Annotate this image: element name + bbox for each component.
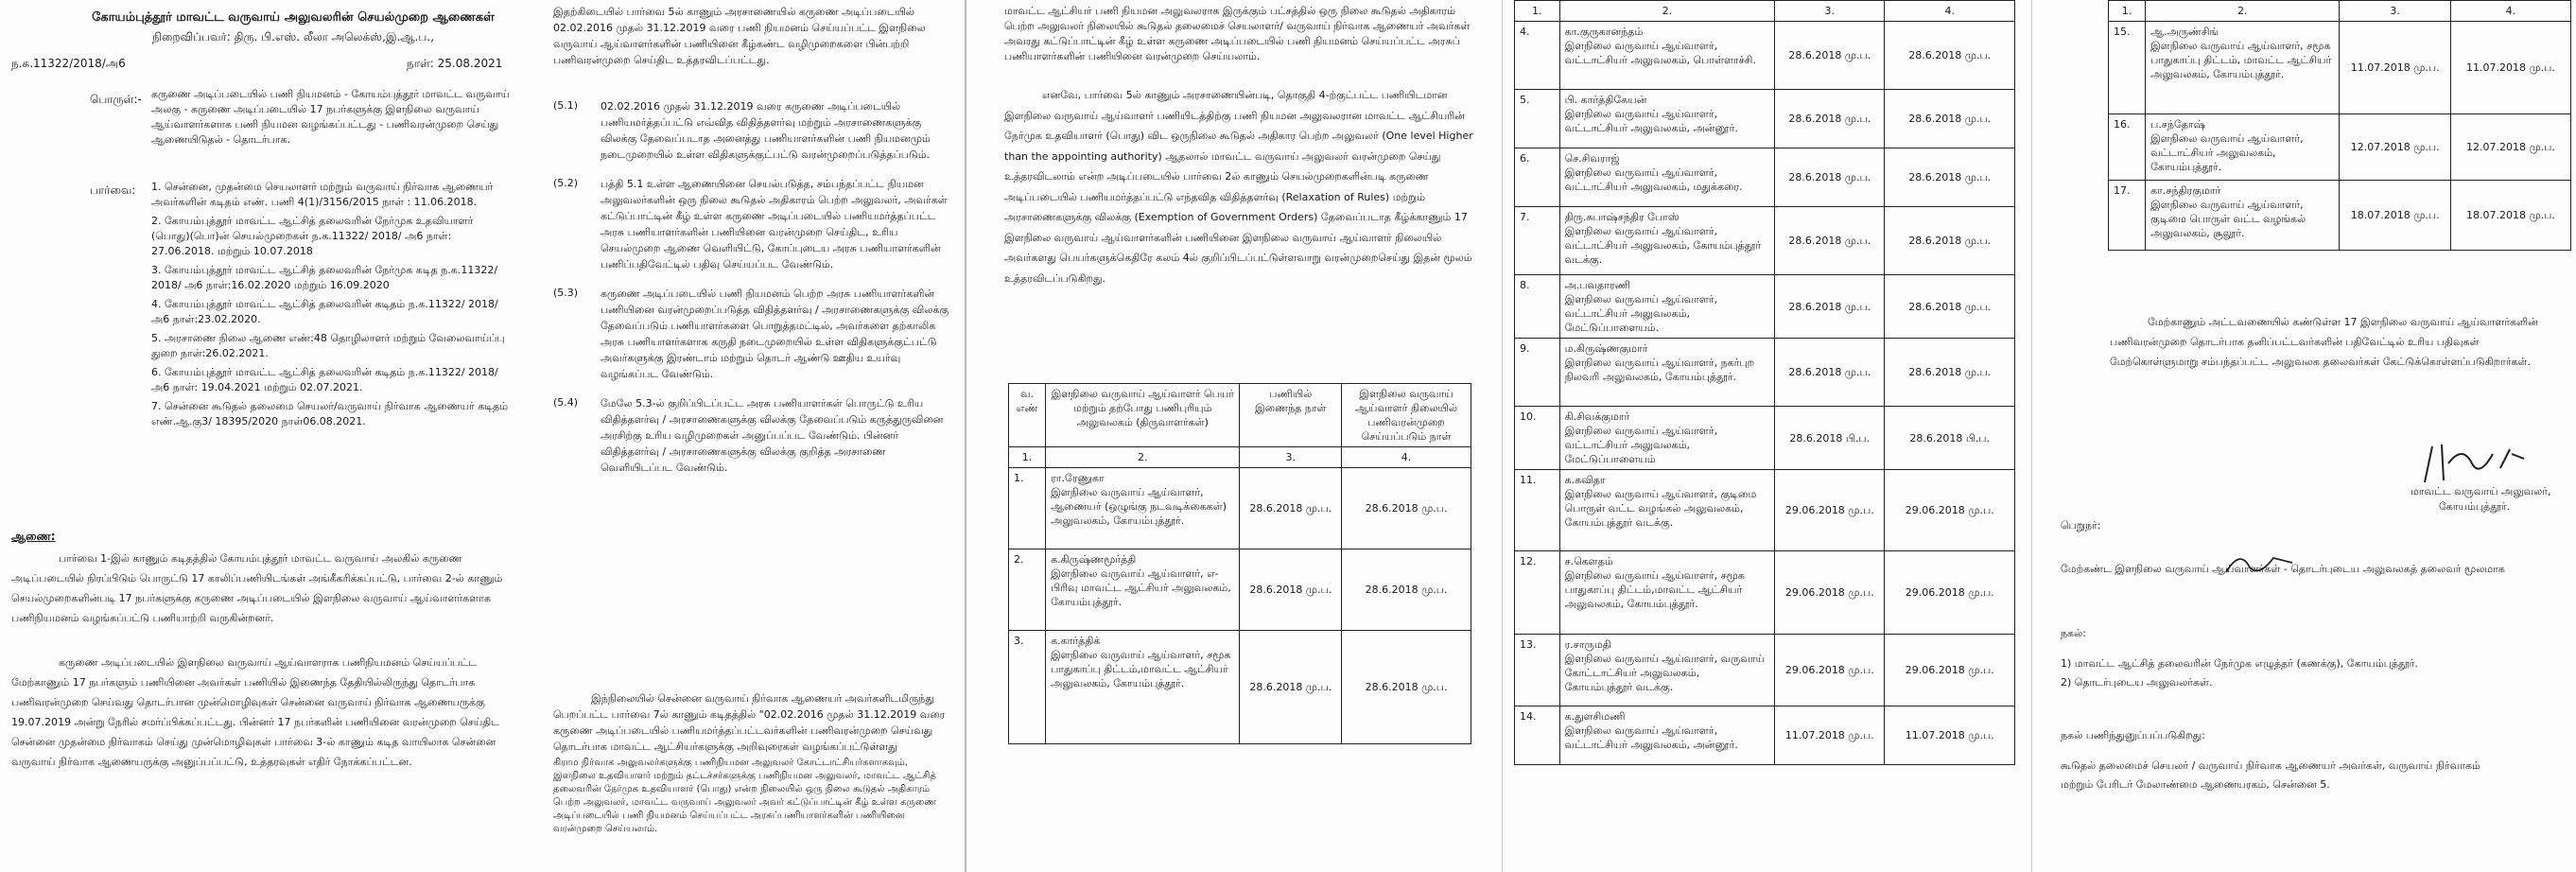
- table-row: [1515, 275, 2015, 339]
- cc-label: நகல்:: [2061, 627, 2086, 639]
- item-5-1: (5.1) 02.02.2016 முதல் 31.12.2019 வரை கருணை அடிப்படையில் பணியமர்த்தப்பட்டு எவ்வித விதித்தளர்வு மற்றும் அரசாணைகளுக்கு விலக்கு தேவைப்படாத அனைத்து பணியாளர்களின் பணி நியமனமும் நடைமுறையில் உள்ள விதிகளுக்குட்பட்டு வரன்முறைப்படுத்தப்படும்.: [553, 99, 931, 161]
- staff-table-part1: [1008, 383, 1471, 744]
- table-header-row: [1009, 384, 1471, 447]
- table-colnum: 2.: [1046, 447, 1240, 468]
- col2-quote: கிராம நிர்வாக அலுவலர்களுக்கு பணிநியமன அலுவலர் கோட்டாட்சியர்களாகவும், இளநிலை உதவியாளர் மற்றும் தட்டச்சர்களுக்கு பணிநியமன அலுவலர், மாவட்ட ஆட்சித் தலைவரின் நேர்முக உதவியாளர் (பொது) என்ற நிலையில் ஒரு நிலை கூடுதல் அதிகாரம் பெற்ற அலுவலர், மாவட்ட வருவாய் அலுவலர் அவர் கட்டுப்பாட்டின் கீழ் உள்ள கருணை அடிப்படையில் பணி நியமனம் செய்யப்பட்ட அரசுப்பணியாளர்களின் பணியினை வரன்முறை செய்யலாம்.: [553, 758, 936, 834]
- table-cell-name: பி. கார்த்திகேயன் இளநிலை வருவாய் ஆய்வாளர், வட்டாட்சியர் அலுவலகம், அன்னூர்.: [1559, 90, 1774, 148]
- table-cell-reg: 28.6.2018 மு.ப.: [1342, 468, 1471, 549]
- table-cell-reg: 29.06.2018 மு.ப.: [1885, 470, 2015, 551]
- table-cell-join: 12.07.2018 மு.ப.: [2340, 114, 2450, 181]
- ref-item: 3. கோயம்புத்தூர் மாவட்ட ஆட்சித் தலைவரின் நேர்முக கடித ந.க.11322/ 2018/ அ6 நாள்:16.02.2020 மற்றும் 16.09.2020: [151, 264, 498, 291]
- table-cell-join: 28.6.2018 மு.ப.: [1775, 90, 1885, 148]
- table-cell-name: செ.சிவராஜ் இளநிலை வருவாய் ஆய்வாளர், வட்டாட்சியர் அலுவலகம், மதுக்கரை.: [1559, 148, 1774, 207]
- table-row: [1515, 635, 2015, 706]
- table-cell-join: 28.6.2018 மு.ப.: [1240, 549, 1342, 631]
- table-cell-name: திரு.சுபாஷ்சந்திர போஸ் இளநிலை வருவாய் ஆய்வாளர், வட்டாட்சியர் அலுவலகம், கோயம்புத்தூர் வடக்கு.: [1559, 207, 1774, 275]
- header-title: கோயம்புத்தூர் மாவட்ட வருவாய் அலுவலரின் செயல்முறை ஆணைகள்: [92, 10, 495, 25]
- table-cell-name: க.கிருஷ்ணமூர்த்தி இளநிலை வருவாய் ஆய்வாளர், எ-பிரிவு மாவட்ட ஆட்சியர் அலுவலகம், கோயம்புத்தூர்.: [1046, 549, 1240, 631]
- ref-item: 1. சென்னை, முதன்மை செயலாளர் மற்றும் வருவாய் நிர்வாக ஆணையர் அவர்களின் கடிதம் எண். பணி 4(1)/3156/2015 நாள் : 11.06.2018.: [151, 181, 494, 208]
- table-cell-reg: 29.06.2018 மு.ப.: [1885, 551, 2015, 635]
- table-cell-reg: 28.6.2018 மு.ப.: [1342, 631, 1471, 744]
- table-cell-no: 17.: [2109, 181, 2146, 251]
- table-colnum: 3.: [1240, 447, 1342, 468]
- table-row: [1515, 90, 2015, 148]
- table-cell-join: 28.6.2018 மு.ப.: [1775, 148, 1885, 207]
- subject: கருணை அடிப்படையில் பணி நியமனம் - கோயம்புத்தூர் மாவட்ட வருவாய் அலகு - கருணை அடிப்படையில் 17 நபர்களுக்கு இளநிலை வருவாய் ஆய்வாளர்களாக பணி நியமன வழங்கப்பட்டது - பணிவரன்முறை செய்து ஆணையிடுதல் - தொடர்பாக.: [151, 88, 511, 146]
- col2-intro: இதற்கிடையில் பார்வை 5ல் காணும் அரசாணையில் கருணை அடிப்படையில் 02.02.2016 முதல் 31.12.2019 வரை பணி நியமனம் செய்யப்பட்ட இளநிலை வருவாய் ஆய்வாளர்களின் பணியினை கீழ்கண்ட வழிமுறைகளை பின்பற்றி பணிவரன்முறை செய்திட உத்தரவிடப்பட்டது.: [553, 6, 926, 66]
- to-text: மேற்கண்ட இளநிலை வருவாய் ஆய்வாளர்கள் - தொடர்புடைய அலுவலகத் தலைவர் மூலமாக: [2061, 563, 2505, 575]
- table-row: [1009, 631, 1471, 744]
- table-cell-no: 4.: [1515, 22, 1560, 90]
- table-cell-reg: 28.6.2018 மு.ப.: [1885, 90, 2015, 148]
- table-cell-reg: 28.6.2018 மு.ப.: [1342, 549, 1471, 631]
- ref-item: 2. கோயம்புத்தூர் மாவட்ட ஆட்சித் தலைவரின் நேர்முக உதவியாளர் (பொது)(பொ)ன் செயல்முறைகள் ந.க.11322/ 2018/ அ6 நாள்: 27.06.2018. மற்றும் 10.07.2018: [151, 215, 474, 257]
- ref-no: ந.க.11322/2018/அ6: [11, 57, 126, 70]
- table-header: வ. எண்: [1009, 384, 1046, 447]
- date: நாள்: 25.08.2021: [407, 57, 503, 70]
- table-row: [1009, 468, 1471, 549]
- item-5-3: (5.3) கருணை அடிப்படையில் பணி நியமனம் பெற்ற அரசு பணியாளர்களின் பணியினை வரன்முறைப்படுத்த விதித்தளர்வு / அரசாணைகளுக்கு விலக்கு தேவைப்படும் பணியாளர்களை பொறுத்தமட்டில், அவர்களை தற்காலிக அரசு பணியாளர்களாக கருதி நடைமுறையில் உள்ள விதிகளுக்குட்பட்டு அவர்களுக்கு இரண்டாம் மற்றும் தொடர் ஆண்டு ஊதிய உயர்வு வழங்கப்பட வேண்டும்.: [553, 287, 949, 380]
- table-cell-reg: 11.07.2018 மு.ப.: [2450, 22, 2570, 114]
- table-cell-reg: 28.6.2018 மு.ப.: [1885, 148, 2015, 207]
- table-cell-join: 28.6.2018 மு.ப.: [1775, 275, 1885, 339]
- table-row: [1515, 339, 2015, 407]
- table-cell-join: 29.06.2018 மு.ப.: [1775, 635, 1885, 706]
- table-cell-no: 8.: [1515, 275, 1560, 339]
- table-cell-no: 3.: [1009, 631, 1046, 744]
- ref-item: 7. சென்னை கூடுதல் தலைமை செயலர்/வருவாய் நிர்வாக ஆணையர் கடிதம் எண்.ஆ.கு3/ 18395/2020 நாள்06.08.2021.: [151, 400, 509, 427]
- page-1: [0, 0, 966, 872]
- table-row: [1515, 470, 2015, 551]
- table-header: பணியில் இணைந்த நாள்: [1240, 384, 1342, 447]
- table-cell-reg: 29.06.2018 மு.ப.: [1885, 635, 2015, 706]
- order-label: ஆணை:: [11, 530, 56, 543]
- sign-title: மாவட்ட வருவாய் அலுவலர்,: [2411, 485, 2551, 497]
- cc-list: [2061, 654, 2571, 692]
- ref-item: 5. அரசாணை நிலை ஆணை எண்:48 தொழிலாளர் மற்றும் வேலைவாய்ப்பு துறை நாள்:26.02.2021.: [151, 332, 505, 359]
- table-cell-reg: 12.07.2018 மு.ப.: [2450, 114, 2570, 181]
- table-cell-no: 2.: [1009, 549, 1046, 631]
- table-cell-reg: 28.6.2018 மு.ப.: [1885, 207, 2015, 275]
- table-header: இளநிலை வருவாய் ஆய்வாளர் நிலையில் பணிவரன்முறை செய்யப்படும் நாள்: [1342, 384, 1471, 447]
- page-4: [2031, 0, 2576, 872]
- table-colnum: 2.: [1559, 1, 1774, 22]
- table-row: [1515, 706, 2015, 765]
- refs-label: பார்வை:: [90, 183, 136, 197]
- table-cell-name: ச.கௌதம் இளநிலை வருவாய் ஆய்வாளர், சமூக பாதுகாப்பு திட்டம்,மாவட்ட ஆட்சியர் அலுவலகம், கோயம்புத்தூர்.: [1559, 551, 1774, 635]
- table-header: இளநிலை வருவாய் ஆய்வாளர் பெயர் மற்றும் தற்போது பணிபுரியும் அலுவலகம் (திருவாளர்கள்): [1046, 384, 1240, 447]
- table-cell-name: க.கவிதா இளநிலை வருவாய் ஆய்வாளர், குடிமை பொருள் வட்ட வழங்கல் அலுவலகம், கோயம்புத்தூர் வடக்கு.: [1559, 470, 1774, 551]
- table-cell-name: ப.சந்தோஷ் இளநிலை வருவாய் ஆய்வாளர், வட்டாட்சியர் அலுவலகம், கோயம்புத்தூர்.: [2146, 114, 2340, 181]
- table-row: [1515, 148, 2015, 207]
- table-cell-name: ரா.ரேணுகா இளநிலை வருவாய் ஆய்வாளர், ஆணையர் (ஒழுங்கு நடவடிக்கைகள்) அலுவலகம், கோயம்புத்தூர்.: [1046, 468, 1240, 549]
- page-3: [1502, 0, 2028, 872]
- table-colnum-row: [1515, 1, 2015, 22]
- table-cell-no: 6.: [1515, 148, 1560, 207]
- page-2: [968, 0, 1498, 872]
- table-cell-no: 15.: [2109, 22, 2146, 114]
- table-colnum: 1.: [2109, 1, 2146, 22]
- staff-table-part3: [2108, 0, 2571, 251]
- p2-intro: மாவட்ட ஆட்சியர் பணி நியமன அலுவலராக இருக்கும் பட்சத்தில் ஒரு நிலை கூடுதல் அதிகாரம் பெற்ற அலுவலர் நிலையில் கூடுதல் தலைமைச் செயலாளர்/ வருவாய் நிர்வாக ஆணையர் அவர்கள் அவரது கட்டுப்பாட்டின் கீழ் உள்ள கருணை அடிப்படையில் பணி நியமனம் செய்யப்பட்ட அரசுப் பணியாளர்களின் பணியினை வரன்முறை செய்யலாம்.: [1004, 5, 1471, 62]
- table-cell-join: 28.6.2018 பி.ப.: [1775, 407, 1885, 470]
- table-cell-name: ஆ.அருண்சிங் இளநிலை வருவாய் ஆய்வாளர், சமூக பாதுகாப்பு திட்டம், மாவட்ட ஆட்சியர் அலுவலகம், கோயம்புத்தூர்.: [2146, 22, 2340, 114]
- sign-place: கோயம்புத்தூர்.: [2439, 500, 2511, 513]
- table-cell-no: 7.: [1515, 207, 1560, 275]
- table-cell-reg: 28.6.2018 பி.ப.: [1885, 407, 2015, 470]
- table-cell-no: 9.: [1515, 339, 1560, 407]
- table-cell-name: ம.கிருஷ்ணகுமார் இளநிலை வருவாய் ஆய்வாளர், நகர்புற நிலவரி அலுவலகம், கோயம்புத்தூர்.: [1559, 339, 1774, 407]
- table-cell-no: 5.: [1515, 90, 1560, 148]
- table-colnum: 1.: [1009, 447, 1046, 468]
- table-colnum: 4.: [1342, 447, 1471, 468]
- col2-after: இந்நிலையில் சென்னை வருவாய் நிர்வாக ஆணையர் அவர்களிடமிருந்து பெறப்பட்ட பார்வை 7ல் காணும் கடிதத்தில் "02.02.2016 முதல் 31.12.2019 வரை கருணை அடிப்படையில் பணியமர்த்தப்பட்டவர்களின் பணிவரன்முறை செய்வது தொடர்பாக மாவட்ட ஆட்சியர்களுக்கு அறிவுரைகள் வழங்கப்பட்டுள்ளது: [553, 692, 946, 753]
- table-cell-no: 12.: [1515, 551, 1560, 635]
- table-cell-name: க.துளசிமணி இளநிலை வருவாய் ஆய்வாளர், வட்டாட்சியர் அலுவலகம், அன்னூர்.: [1559, 706, 1774, 765]
- header-sub: நிறைவிப்பவர்: திரு. பி.எஸ். லீலா அலெக்ஸ்,இ.ஆ.ப.,: [152, 30, 434, 44]
- item-5-2: (5.2) பத்தி 5.1 உள்ள ஆணையினை செயல்படுத்த, சம்பந்தப்பட்ட நியமன அலுவலர்களின் ஒரு நிலை கூடுதல் அதிகாரம் பெற்ற அலுவலர், அவர்கள் கட்டுப்பாட்டின் கீழ் உள்ள கருணை அடிப்படையில் பணியமர்த்தப்பட்ட அரசு பணியாளர்களின் பணியினை வரன்முறை செய்திட, உரிய செயல்முறை ஆணை வெளியிட்டு, கோப்புடைய அரசு பணியாளர்களின் பணிப்பதிவேட்டில் பதிவு செய்யப்பட வேண்டும்.: [553, 177, 948, 270]
- ref-item: 4. கோயம்புத்தூர் மாவட்ட ஆட்சித் தலைவரின் கடிதம் ந.க.11322/ 2018/ அ6 நாள்:23.02.2020.: [151, 298, 498, 325]
- table-cell-join: 28.6.2018 மு.ப.: [1240, 631, 1342, 744]
- table-colnum-row: [2109, 1, 2571, 22]
- table-colnum-row: [1009, 447, 1471, 468]
- cc-item: 1) மாவட்ட ஆட்சித் தலைவரின் நேர்முக எழுத்தர் (கணக்கு), கோயம்புத்தூர்.: [2061, 657, 2418, 670]
- subject-label: பொருள்:-: [90, 93, 142, 106]
- table-colnum: 3.: [1775, 1, 1885, 22]
- table-cell-reg: 28.6.2018 மு.ப.: [1885, 275, 2015, 339]
- cc-item: 2) தொடர்புடைய அலுவலர்கள்.: [2061, 676, 2213, 689]
- table-cell-join: 28.6.2018 மு.ப.: [1775, 339, 1885, 407]
- table-cell-no: 11.: [1515, 470, 1560, 551]
- table-colnum: 4.: [2450, 1, 2570, 22]
- table-cell-name: அ.பவதாரணி இளநிலை வருவாய் ஆய்வாளர், வட்டாட்சியர் அலுவலகம், மேட்டுப்பாளையம்.: [1559, 275, 1774, 339]
- staff-table-part2: [1514, 0, 2015, 765]
- table-cell-join: 29.06.2018 மு.ப.: [1775, 551, 1885, 635]
- closing-para: மேற்காணும் அட்டவணையில் கண்டுள்ள 17 இளநிலை வருவாய் ஆய்வாளர்களின் பணிவரன்முறை தொடர்பாக தனிப்பட்டவர்களின் பதிவேட்டில் உரிய பதிவுகள் மேற்கொள்ளுமாறு சம்பந்தப்பட்ட அலுவலக தலைவர்கள் கேட்டுக்கொள்ளப்படுகிறார்கள்.: [2110, 316, 2538, 368]
- table-cell-join: 28.6.2018 மு.ப.: [1775, 207, 1885, 275]
- table-cell-no: 1.: [1009, 468, 1046, 549]
- table-row: [1009, 549, 1471, 631]
- table-cell-no: 14.: [1515, 706, 1560, 765]
- refs-list: [151, 180, 511, 433]
- table-row: [1515, 22, 2015, 90]
- table-row: [2109, 22, 2571, 114]
- to-label: பெறுநர்:: [2061, 519, 2101, 532]
- item-5-4: (5.4) மேலே 5.3-ல் குறிப்பிடப்பட்ட அரசு பணியாளர்கள் பொருட்டு உரிய விதித்தளர்வு / அரசாணைகளுக்கு விலக்கு தேவைப்படும் கருத்துருவினை அரசிற்கு உரிய வழிமுறைகள் அனுப்பப்பட வேண்டும். பின்னர் விதித்தளர்வு / அரசாணைகளுக்கு விலக்கு குறித்த அரசாணை வெளியிடப்பட வேண்டும்.: [553, 396, 944, 474]
- table-cell-join: 11.07.2018 மு.ப.: [1775, 706, 1885, 765]
- table-row: [1515, 407, 2015, 470]
- table-cell-reg: 28.6.2018 மு.ப.: [1885, 339, 2015, 407]
- table-colnum: 1.: [1515, 1, 1560, 22]
- table-cell-no: 16.: [2109, 114, 2146, 181]
- table-cell-name: க.கார்த்திக் இளநிலை வருவாய் ஆய்வாளர், சமூக பாதுகாப்பு திட்டம்,மாவட்ட ஆட்சியர் அலுவலகம், கோயம்புத்தூர்.: [1046, 631, 1240, 744]
- table-cell-reg: 11.07.2018 மு.ப.: [1885, 706, 2015, 765]
- table-cell-join: 29.06.2018 மு.ப.: [1775, 470, 1885, 551]
- table-row: [1515, 207, 2015, 275]
- sub-label: நகல் பணிந்துனுப்பப்படுகிறது:: [2061, 729, 2205, 741]
- items-list: [553, 98, 955, 489]
- table-cell-reg: 18.07.2018 மு.ப.: [2450, 181, 2570, 251]
- table-cell-join: 11.07.2018 மு.ப.: [2340, 22, 2450, 114]
- table-cell-name: கி.சிவக்குமார் இளநிலை வருவாய் ஆய்வாளர், வட்டாட்சியர் அலுவலகம், மேட்டுப்பாளையம்: [1559, 407, 1774, 470]
- ref-item: 6. கோயம்புத்தூர் மாவட்ட ஆட்சித் தலைவரின் கடிதம் ந.க.11322/ 2018/ அ6 நாள்: 19.04.2021 மற்றும் 02.07.2021.: [151, 366, 498, 393]
- p2-para: எனவே, பார்வை 5ல் காணும் அரசாணையின்படி, தொகுதி 4-ற்குட்பட்ட பணியிடமான இளநிலை வருவாய் ஆய்வாளர் பணியிடத்திற்கு பணி நியமன அலுவலரான மாவட்ட ஆட்சியரின் நேர்முக உதவியாளர் (பொது) விட ஒருநிலை கூடுதல் அதிகார பெற்ற அலுவலர் (One level Higher than the appointing authority) ஆதலால் மாவட்ட வருவாய் அலுவலர் வரன்முறை செய்து உத்தரவிடலாம் என்ற அடிப்படையில் பார்வை 2ல் காணும் செயல்முறைகளின்படி கருணை அடிப்படையில் பணியமர்த்தப்பட்டு எந்தவித விதித்தளர்வு (Relaxation of Rules) மற்றும் அரசாணைகளுக்கு விலக்கு (Exemption of Government Orders) தேவைப்படாத கீழ்க்காணும் 17 இளநிலை வருவாய் ஆய்வாளர்களின் பணியினை இளநிலை வருவாய் ஆய்வாளர் நிலையில் அவர்களது பெயர்களுக்கெதிரே கலம் 4ல் குறிப்பிடப்பட்டுள்ளவாறு வரன்முறைசெய்து இதன் மூலம் உத்தரவிடப்படுகிறது.: [1004, 89, 1473, 285]
- table-cell-join: 18.07.2018 மு.ப.: [2340, 181, 2450, 251]
- table-cell-join: 28.6.2018 மு.ப.: [1240, 468, 1342, 549]
- sub-text: கூடுதல் தலைமைச் செயலர் / வருவாய் நிர்வாக ஆணையர் அவர்கள், வருவாய் நிர்வாகம் மற்றும் பேரிடர் மேலாண்மை ஆணையரகம், சென்னை 5.: [2061, 759, 2480, 791]
- table-colnum: 4.: [1885, 1, 2015, 22]
- table-cell-name: கா.சந்திரகுமார் இளநிலை வருவாய் ஆய்வாளர், குடிமை பொருள் வட்ட வழங்கல் அலுவலகம், சூலூர்.: [2146, 181, 2340, 251]
- table-cell-no: 13.: [1515, 635, 1560, 706]
- table-colnum: 3.: [2340, 1, 2450, 22]
- table-row: [2109, 181, 2571, 251]
- table-cell-name: கா.குருகானந்தம் இளநிலை வருவாய் ஆய்வாளர், வட்டாட்சியர் அலுவலகம், பொள்ளாச்சி.: [1559, 22, 1774, 90]
- table-cell-reg: 28.6.2018 மு.ப.: [1885, 22, 2015, 90]
- table-cell-no: 10.: [1515, 407, 1560, 470]
- order-para-1: பார்வை 1-இல் காணும் கடிதத்தில் கோயம்புத்தூர் மாவட்ட வருவாய் அலகில் கருணை அடிப்படையில் நிரப்பிடும் பொருட்டு 17 காலிப்பணியிடங்கள் அங்கீகரிக்கப்பட்டு, பார்வை 2-ல் காணும் செயல்முறைகளின்படி 17 நபர்களுக்கு கருணை அடிப்படையில் இளநிலை வருவாய் ஆய்வாளர்களாக பணிநியமனம் வழங்கப்பட்டு பணியாற்றி வருகின்றனர்.: [11, 552, 503, 624]
- table-cell-name: ர.சாருமதி இளநிலை வருவாய் ஆய்வாளர், வருவாய் கோட்டாட்சியர் அலுவலகம், கோயம்புத்தூர் வடக்கு.: [1559, 635, 1774, 706]
- table-row: [2109, 114, 2571, 181]
- table-row: [1515, 551, 2015, 635]
- table-cell-join: 28.6.2018 மு.ப.: [1775, 22, 1885, 90]
- table-colnum: 2.: [2146, 1, 2340, 22]
- order-para-2: கருணை அடிப்படையில் இளநிலை வருவாய் ஆய்வாளராக பணிநியமனம் செய்யப்பட்ட மேற்காணும் 17 நபர்களும் பணியினை அவர்கள் பணியில் இணைந்த தேதியில்லிருந்து தொடர்பாக பணிவரன்முறை செய்வது தொடர்பான முன்மொழிவுகள் சென்னை வருவாய் நிர்வாக ஆணையருக்கு 19.07.2019 அன்று நேரில் சமர்ப்பிக்கப்பட்டது. பின்னர் 17 நபர்களின் பணியினை வரன்முறை செய்திட சென்னை முதன்மை நிர்வாகம் செய்து முன்மொழிவுகள் பார்வை 3-ல் காணும் கடித வாயிலாக சென்னை வருவாய் நிர்வாக ஆணையருக்கு அனுப்பப்பட்டு, உத்தரவுகள் எதிர் நோக்கப்பட்டன.: [11, 656, 500, 768]
- signature: [2406, 435, 2548, 492]
